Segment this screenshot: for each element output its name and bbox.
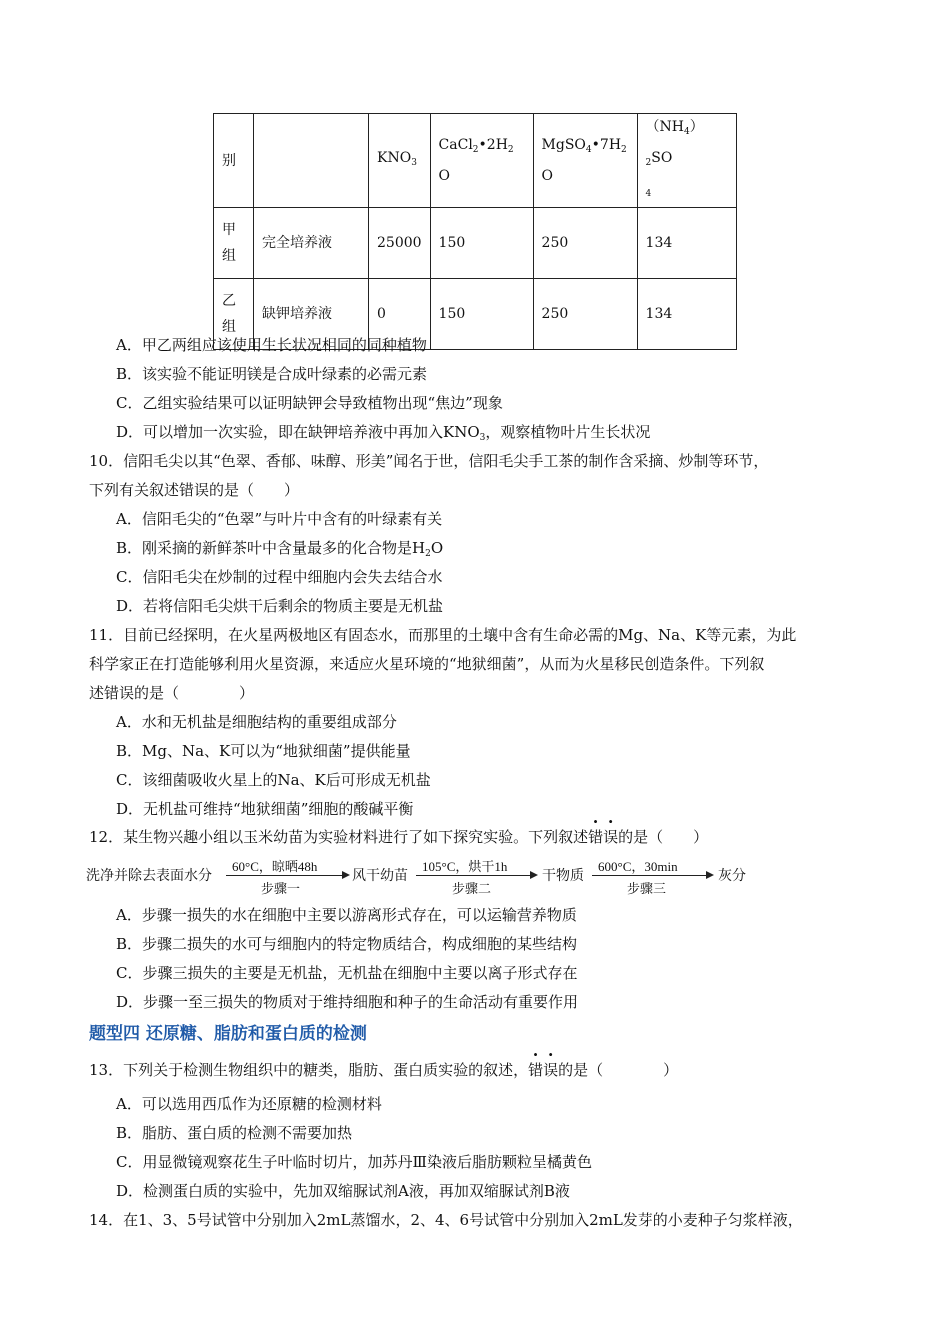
cacl2-value-cell: 150: [430, 279, 533, 350]
kno3-value-cell: 0: [369, 279, 431, 350]
emphasis-dot-char: 错: [588, 828, 604, 846]
q10-stem-line2: 下列有关叙述错误的是（ ）: [89, 481, 300, 499]
q11-option-c: C．该细菌吸收火星上的Na、K后可形成无机盐: [116, 771, 431, 789]
q11-stem-line3: 述错误的是（ ）: [89, 684, 255, 702]
group-cell: 乙 组: [214, 279, 254, 350]
q13-option-c: C．用显微镜观察花生子叶临时切片，加苏丹Ⅲ染液后脂肪颗粒呈橘黄色: [116, 1153, 592, 1171]
q11-option-b: B．Mg、Na、K可以为“地狱细菌”提供能量: [116, 742, 411, 760]
q13-option-b: B．脂肪、蛋白质的检测不需要加热: [116, 1124, 353, 1142]
header-mgso4: $MgSO_4•7H_2$ O: [533, 114, 637, 208]
flow-stage-ash: 灰分: [718, 868, 746, 884]
q11-option-a: A．水和无机盐是细胞结构的重要组成部分: [116, 713, 397, 731]
q9-option-c: C．乙组实验结果可以证明缺钾会导致植物出现“焦边”现象: [116, 394, 503, 412]
q14-stem-line1: 14．在1、3、5号试管中分别加入2mL蒸馏水，2、4、6号试管中分别加入2mL发芽的小麦种子匀浆样液，: [89, 1211, 803, 1229]
table-row: [214, 208, 737, 279]
header-kno3: $KNO_3$: [369, 114, 431, 208]
flow-step1-condition: 60°C，晾晒48h: [232, 859, 318, 874]
q12-option-d: D．步骤一至三损失的物质对于维持细胞和种子的生命活动有重要作用: [116, 993, 579, 1011]
q10-option-a: A．信阳毛尖的“色翠”与叶片中含有的叶绿素有关: [116, 510, 443, 528]
header-blank-cell: [254, 114, 369, 208]
q10-option-c: C．信阳毛尖在炒制的过程中细胞内会失去结合水: [116, 568, 443, 586]
q12-option-a: A．步骤一损失的水在细胞中主要以游离形式存在，可以运输营养物质: [116, 906, 577, 924]
header-cacl2: $CaCl_2•2H_2$ O: [430, 114, 533, 208]
table-header-row: [214, 114, 737, 208]
q12-option-b: B．步骤二损失的水可与细胞内的特定物质结合，构成细胞的某些结构: [116, 935, 578, 953]
flow-arrow-icon: [416, 875, 536, 876]
solution-name-cell: 完全培养液: [254, 208, 369, 279]
mgso4-value-cell: 250: [533, 279, 637, 350]
q10-option-d: D．若将信阳毛尖烘干后剩余的物质主要是无机盐: [116, 597, 444, 615]
q12-option-c: C．步骤三损失的主要是无机盐，无机盐在细胞中主要以离子形式存在: [116, 964, 578, 982]
emphasis-dot-char: 误: [603, 828, 619, 846]
flow-step2-condition: 105°C，烘干1h: [422, 859, 508, 874]
q9-option-b: B．该实验不能证明镁是合成叶绿素的必需元素: [116, 365, 428, 383]
flow-arrow-icon: [592, 875, 712, 876]
q9-option-a: A．甲乙两组应该使用生长状况相同的同种植物: [116, 336, 427, 354]
flow-step1-label: 步骤一: [261, 882, 301, 897]
flow-step3-condition: 600°C，30min: [598, 859, 678, 874]
solution-name-cell: 缺钾培养液: [254, 279, 369, 350]
q10-option-b: B．刚采摘的新鲜茶叶中含量最多的化合物是$H_2O$: [116, 539, 444, 559]
q13-stem: 13．下列关于检测生物组织中的糖类，脂肪、蛋白质实验的叙述，错误的是（ ）: [89, 1061, 679, 1079]
cacl2-value-cell: 150: [430, 208, 533, 279]
emphasis-dot-char: 误: [543, 1061, 559, 1079]
q9-option-d: D．可以增加一次实验，即在缺钾培养液中再加入$KNO_3$，观察植物叶片生长状况: [116, 423, 651, 443]
flow-step2-label: 步骤二: [452, 882, 492, 897]
nutrient-solution-table: [213, 113, 737, 350]
q12-stem: 12．某生物兴趣小组以玉米幼苗为实验材料进行了如下探究实验。下列叙述错误的是（ ）: [89, 828, 709, 846]
group-cell: 甲 组: [214, 208, 254, 279]
kno3-value-cell: 25000: [369, 208, 431, 279]
header-nh4-2so4: $(NH_4)_2SO$ $_4$: [637, 114, 736, 208]
flow-arrow-icon: [226, 875, 348, 876]
q11-option-d: D．无机盐可维持“地狱细菌”细胞的酸碱平衡: [116, 800, 414, 818]
q11-stem-line2: 科学家正在打造能够利用火星资源，来适应火星环境的“地狱细菌”，从而为火星移民创造条件。下列叙: [89, 655, 765, 673]
q13-option-d: D．检测蛋白质的实验中，先加双缩脲试剂A液，再加双缩脲试剂B液: [116, 1182, 570, 1200]
q11-stem-line1: 11．目前已经探明，在火星两极地区有固态水，而那里的土壤中含有生命必需的Mg、Na、K等元素，为此: [89, 626, 797, 644]
mgso4-value-cell: 250: [533, 208, 637, 279]
emphasis-dot-char: 错: [528, 1061, 544, 1079]
q10-stem-line1: 10．信阳毛尖以其“色翠、香郁、味醇、形美”闻名于世，信阳毛尖手工茶的制作含采摘、炒制等环节，: [89, 452, 769, 470]
q13-option-a: A．可以选用西瓜作为还原糖的检测材料: [116, 1095, 382, 1113]
flow-stage-dried-seedling: 风干幼苗: [352, 868, 408, 884]
experiment-process-flow: [86, 856, 766, 898]
flow-step3-label: 步骤三: [627, 882, 667, 897]
flow-stage-dry-matter: 干物质: [542, 868, 584, 884]
nh4so4-value-cell: 134: [637, 208, 736, 279]
nh4so4-value-cell: 134: [637, 279, 736, 350]
section-heading: 题型四 还原糖、脂肪和蛋白质的检测: [89, 1024, 367, 1044]
header-group-cell: 别: [214, 114, 254, 208]
flow-stage-start: 洗净并除去表面水分: [86, 868, 212, 884]
